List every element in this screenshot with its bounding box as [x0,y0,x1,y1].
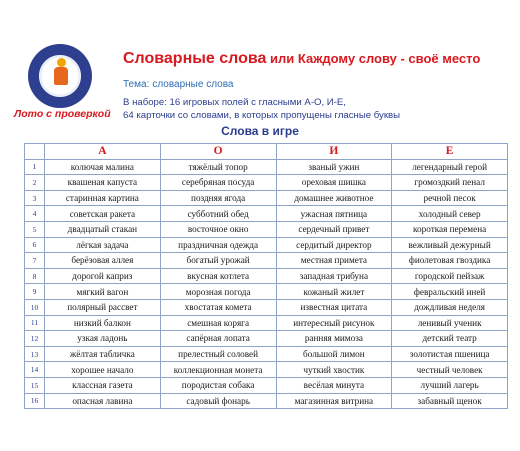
table-row [25,346,508,362]
mascot-figure-icon [52,58,70,88]
word-cell: честный человек [392,362,508,378]
table-row [25,237,508,253]
row-number-cell: 14 [25,362,45,378]
row-number-cell: 2 [25,175,45,191]
word-cell: званый ужин [276,159,392,175]
row-number-cell: 6 [25,237,45,253]
word-cell: лёгкая задача [45,237,161,253]
row-number-cell: 15 [25,377,45,393]
column-header: И [276,144,392,160]
word-cell: восточное окно [160,221,276,237]
word-cell: громоздкий пенал [392,175,508,191]
word-cell: холодный север [392,206,508,222]
table-header-row [25,144,508,160]
word-cell: советская ракета [45,206,161,222]
column-header: О [160,144,276,160]
word-cell: вкусная котлета [160,268,276,284]
lotto-logo [14,44,111,128]
table-row [25,253,508,269]
word-cell: дорогой каприз [45,268,161,284]
word-cell: берёзовая аллея [45,253,161,269]
column-header: А [45,144,161,160]
word-cell: домашнее животное [276,190,392,206]
word-cell: ужасная пятница [276,206,392,222]
word-cell: местная приметa [276,253,392,269]
table-row [25,175,508,191]
word-cell: хорошее начало [45,362,161,378]
word-cell: ленивый ученик [392,315,508,331]
table-row [25,377,508,393]
row-number-cell: 3 [25,190,45,206]
word-cell: хвостатая комета [160,299,276,315]
word-cell: ранняя мимоза [276,331,392,347]
table-row [25,159,508,175]
word-cell: породистая собака [160,377,276,393]
info-line-2: 64 карточки со словами, в которых пропущены гласные буквы [123,109,401,121]
table-row [25,393,508,409]
word-cell: забавный щенок [392,393,508,409]
row-number-cell: 7 [25,253,45,269]
row-number-cell: 12 [25,331,45,347]
row-number-cell: 4 [25,206,45,222]
theme-line [123,79,236,90]
word-cell: низкий балкон [45,315,161,331]
word-cell: коллекционная монета [160,362,276,378]
word-cell: полярный рассвет [45,299,161,315]
word-cell: чуткий хвостик [276,362,392,378]
row-number-cell: 10 [25,299,45,315]
word-cell: праздничная одежда [160,237,276,253]
word-cell: западная трибуна [276,268,392,284]
page-title [123,50,480,68]
word-cell: детский театр [392,331,508,347]
word-cell: золотистая пшеница [392,346,508,362]
row-number-cell: 11 [25,315,45,331]
table-row [25,206,508,222]
theme-label: Тема: [123,79,150,90]
row-number-cell: 8 [25,268,45,284]
table-row [25,362,508,378]
table-row [25,284,508,300]
table-row [25,315,508,331]
word-cell: короткая перемена [392,221,508,237]
word-cell: сапёрная лопата [160,331,276,347]
word-cell: морозная погода [160,284,276,300]
header-number-cell [25,144,45,160]
word-cell: серебряная посуда [160,175,276,191]
word-cell: двадцатый стакан [45,221,161,237]
row-number-cell: 16 [25,393,45,409]
word-cell: богатый урожай [160,253,276,269]
word-cell: известная цитата [276,299,392,315]
word-cell: колючая малина [45,159,161,175]
word-cell: опасная лавина [45,393,161,409]
word-cell: лучший лагерь [392,377,508,393]
word-cell: субботний обед [160,206,276,222]
word-cell: сердечный привет [276,221,392,237]
word-cell: прелестный соловей [160,346,276,362]
word-cell: магазинная витрина [276,393,392,409]
table-body [25,159,508,409]
word-cell: весёлая минута [276,377,392,393]
info-line-1: В наборе: 16 игровых полей с гласными А-О, И-Е, [123,97,346,108]
title-main: Словарные слова [123,50,267,67]
table-row [25,190,508,206]
theme-value: словарные слова [152,79,234,90]
word-cell: городской пейзаж [392,268,508,284]
column-header: Е [392,144,508,160]
word-cell: большой лимон [276,346,392,362]
word-cell: поздняя ягода [160,190,276,206]
word-cell: старинная картина [45,190,161,206]
row-number-cell: 1 [25,159,45,175]
word-cell: речной песок [392,190,508,206]
word-cell: кожаный жилет [276,284,392,300]
word-cell: легендарный герой [392,159,508,175]
word-cell: ореховая шишка [276,175,392,191]
row-number-cell: 5 [25,221,45,237]
logo-caption: Лото с проверкой [14,108,111,120]
word-cell: дождливая неделя [392,299,508,315]
table-row [25,268,508,284]
word-cell: жёлтая табличка [45,346,161,362]
word-cell: классная газета [45,377,161,393]
word-cell: тяжёлый топор [160,159,276,175]
section-title: Слова в игре [221,124,299,138]
row-number-cell: 9 [25,284,45,300]
set-description [123,97,400,122]
row-number-cell: 13 [25,346,45,362]
word-cell: интересный рисунок [276,315,392,331]
word-cell: вежливый дежурный [392,237,508,253]
words-table [24,143,508,409]
title-sub: или Каждому слову - своё место [266,51,481,66]
word-cell: садовый фонарь [160,393,276,409]
word-cell: фиолетовая гвоздика [392,253,508,269]
word-cell: сердитый директор [276,237,392,253]
table-row [25,331,508,347]
word-cell: узкая ладонь [45,331,161,347]
table-row [25,221,508,237]
word-cell: мягкий вагон [45,284,161,300]
word-cell: смешная коряга [160,315,276,331]
word-cell: февральский иней [392,284,508,300]
word-cell: квашеная капуста [45,175,161,191]
table-row [25,299,508,315]
